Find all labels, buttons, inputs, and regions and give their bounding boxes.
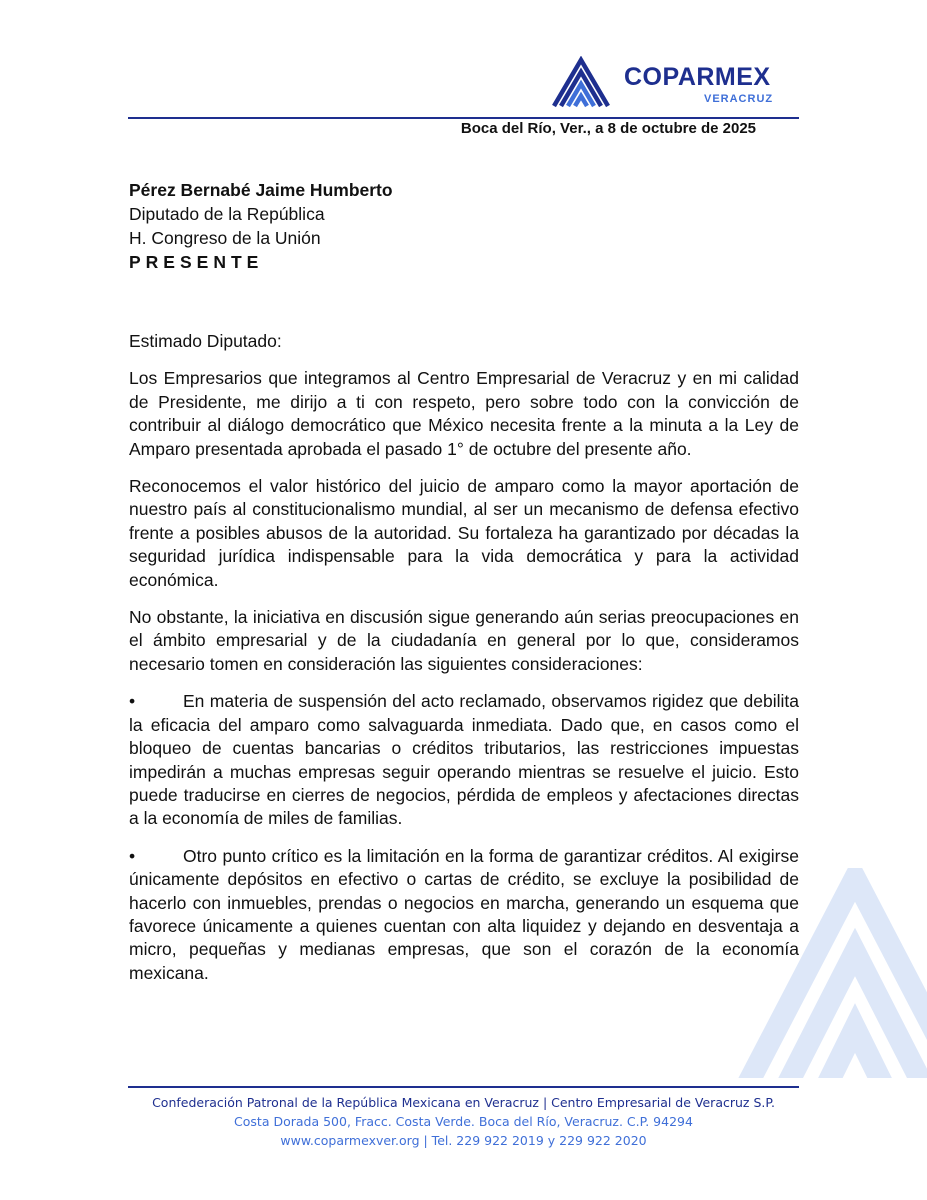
paragraph-recognition: Reconocemos el valor histórico del juicio de amparo como la mayor aportación de nuestro país al constitucionalismo mundial, al ser un mecanismo de defensa efectivo frente a posibles abusos de la autoridad. Su fortaleza ha garantizado por décadas la seguridad jurídica indispensable para la vida democrática y para la actividad económica. xyxy=(129,476,799,590)
footer xyxy=(128,1093,799,1150)
letter-body xyxy=(129,330,799,999)
salutation: Estimado Diputado: xyxy=(129,331,282,351)
footer-contact: www.coparmexver.org | Tel. 229 922 2019 y 229 922 2020 xyxy=(280,1133,647,1148)
recipient-name: Pérez Bernabé Jaime Humberto xyxy=(129,180,393,200)
bullet-item xyxy=(129,690,799,830)
bullet-text: En materia de suspensión del acto reclamado, observamos rigidez que debilita la eficacia del amparo como salvaguarda inmediata. Dado que, en casos como el bloqueo de cuentas bancarias o créditos tributarios, las restricciones impuestas impedirán a muchas empresas seguir operando mientras se resuelve el juicio. Esto puede traducirse en cierres de negocios, pérdida de empleos y afectaciones directas a la economía de miles de familias. xyxy=(129,691,799,829)
paragraph-concerns: No obstante, la iniciativa en discusión sigue generando aún serias preocupaciones en el ámbito empresarial y de la ciudadanía en general por lo que, consideramos necesario tomen en consideración las siguientes consideraciones: xyxy=(129,607,799,674)
footer-organization: Confederación Patronal de la República Mexicana en Veracruz | Centro Empresarial de Veracruz S.P. xyxy=(152,1095,775,1110)
header-divider xyxy=(128,117,799,119)
bullet-icon: • xyxy=(129,845,136,866)
recipient-organization: H. Congreso de la Unión xyxy=(129,228,321,248)
paragraph-intro: Los Empresarios que integramos al Centro Empresarial de Veracruz y en mi calidad de Presidente, me dirijo a ti con respeto, pero sobre todo con la convicción de contribuir al diálogo democrático que México necesita frente a la minuta a la Ley de Amparo presentada aprobada el pasado 1° de octubre del presente año. xyxy=(129,368,799,459)
bullet-icon: • xyxy=(129,691,136,712)
logo-watermark xyxy=(735,868,927,1078)
recipient-block xyxy=(129,178,393,274)
presente-label: PRESENTE xyxy=(129,252,264,272)
bullet-text: Otro punto crítico es la limitación en la forma de garantizar créditos. Al exigirse únicamente depósitos en efectivo o cartas de crédito, se excluye la posibilidad de hacerlo con inmuebles, prendas o negocios en marcha, generando un esquema que favorece únicamente a quienes cuentan con alta liquidez y dejando en desventaja a micro, pequeñas y medianas empresas, que son el corazón de la economía mexicana. xyxy=(129,845,799,983)
brand-name: COPARMEX xyxy=(624,63,771,91)
bullet-item xyxy=(129,845,799,985)
date-line: Boca del Río, Ver., a 8 de octubre de 2025 xyxy=(460,120,756,137)
recipient-title: Diputado de la República xyxy=(129,204,325,224)
footer-divider xyxy=(128,1086,799,1088)
coparmex-logo xyxy=(552,56,792,108)
footer-address: Costa Dorada 500, Fracc. Costa Verde. Boca del Río, Veracruz. C.P. 94294 xyxy=(234,1114,693,1129)
coparmex-logo-icon xyxy=(552,56,610,108)
brand-region: VERACRUZ xyxy=(704,93,774,105)
